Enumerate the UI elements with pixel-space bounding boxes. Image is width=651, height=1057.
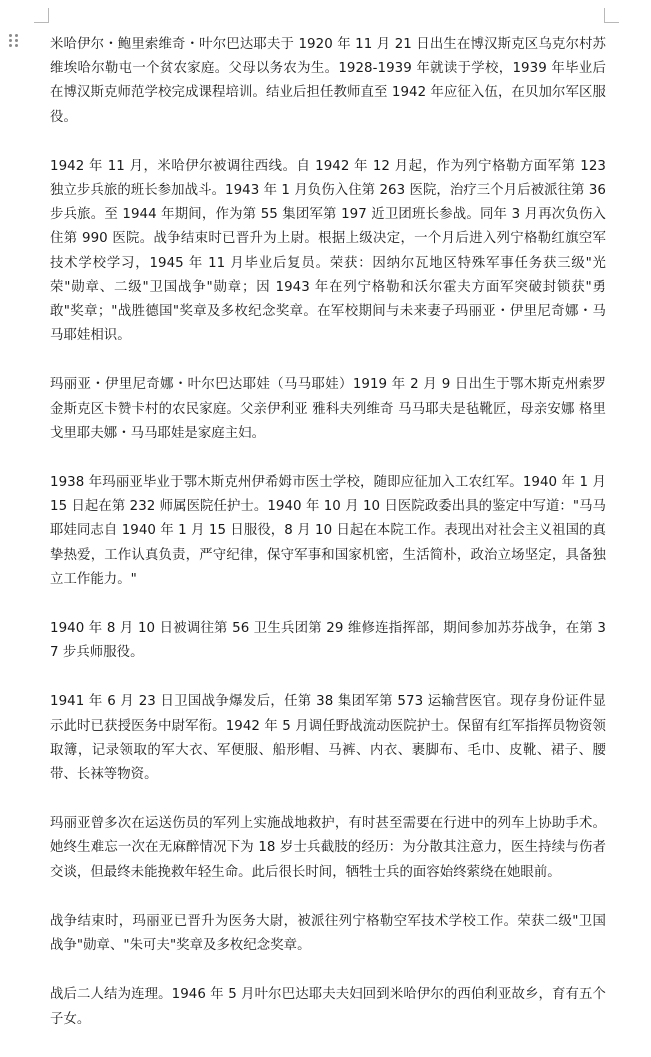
paragraph-3: 玛丽亚・伊里尼奇娜・叶尔巴达耶娃（马马耶娃）1919 年 2 月 9 日出生于鄂木斯克州索罗金斯克区卡赞卡村的农民家庭。父亲伊利亚 雅科夫列维奇 马马耶夫是毡靴匠，母亲安娜 格里戈里耶夫娜・马马耶娃是家庭主妇。 [50, 377, 606, 441]
paragraph-2: 1942 年 11 月，米哈伊尔被调往西线。自 1942 年 12 月起，作为列宁格勒方面军第 123 独立步兵旅的班长参加战斗。1943 年 1 月负伤入住第 263 医院，治疗三个月后被派往第 36 步兵旅。至 1944 年期间，作为第 55 集团军第 197 近卫团班长参战。同年 3 月再次负伤入住第 990 医院。战争结束时已晋升为上尉。根据上级决定，一个月后进入列宁格勒红旗空军技术学校学习，1945 年 11 月毕业后复员。荣获：因纳尔瓦地区特殊军事任务获三级"光荣"勋章、二级"卫国战争"勋章；因 1943 年在列宁格勒和沃尔霍夫方面军突破封锁获"勇敢"奖章；"战胜德国"奖章及多枚纪念奖章。在军校期间与未来妻子玛丽亚・伊里尼奇娜・马马耶娃相识。 [50, 158, 606, 344]
paragraph-drag-handle-icon[interactable] [9, 34, 19, 48]
paragraph-9: 战后二人结为连理。1946 年 5 月叶尔巴达耶夫夫妇回到米哈伊尔的西伯利亚故乡，育有五个子女。 [50, 987, 606, 1027]
document-body[interactable] [50, 33, 606, 1057]
page-margin-corner-top-right [604, 8, 619, 23]
paragraph-1: 米哈伊尔・鲍里索维奇・叶尔巴达耶夫于 1920 年 11 月 21 日出生在博汉斯克区乌克尔村苏维埃哈尔勒屯一个贫农家庭。父母以务农为生。1928-1939 年就读于学校，1939 年毕业后在博汉斯克师范学校完成课程培训。结业后担任教师直至 1942 年应征入伍，在贝加尔军区服役。 [50, 37, 606, 125]
page-margin-corner-top-left [34, 8, 49, 23]
paragraph-5: 1940 年 8 月 10 日被调往第 56 卫生兵团第 29 维修连指挥部，期间参加苏芬战争，在第 37 步兵师服役。 [50, 621, 606, 661]
paragraph-7: 玛丽亚曾多次在运送伤员的军列上实施战地救护，有时甚至需要在行进中的列车上协助手术。她终生难忘一次在无麻醉情况下为 18 岁士兵截肢的经历：为分散其注意力，医生持续与伤者交谈，但最终未能挽救年轻生命。此后很长时间，牺牲士兵的面容始终萦绕在她眼前。 [50, 816, 606, 880]
paragraph-8: 战争结束时，玛丽亚已晋升为医务大尉，被派往列宁格勒空军技术学校工作。荣获二级"卫国战争"勋章、"朱可夫"奖章及多枚纪念奖章。 [50, 913, 606, 954]
paragraph-4: 1938 年玛丽亚毕业于鄂木斯克州伊希姆市医士学校，随即应征加入工农红军。1940 年 1 月 15 日起在第 232 师属医院任护士。1940 年 10 月 10 日医院政委出具的鉴定中写道："马马耶娃同志自 1940 年 1 月 15 日服役，8 月 10 日起在本院工作。表现出对社会主义祖国的真挚热爱，工作认真负责，严守纪律，保守军事和国家机密，生活简朴，政治立场坚定，具备独立工作能力。" [50, 475, 606, 587]
paragraph-6: 1941 年 6 月 23 日卫国战争爆发后，任第 38 集团军第 573 运输营医官。现存身份证件显示此时已获授医务中尉军衔。1942 年 5 月调任野战流动医院护士。保留有红军指挥员物资领取簿，记录领取的军大衣、军便服、船形帽、马裤、内衣、裹脚布、毛巾、皮靴、裙子、腰带、长袜等物资。 [50, 694, 606, 783]
